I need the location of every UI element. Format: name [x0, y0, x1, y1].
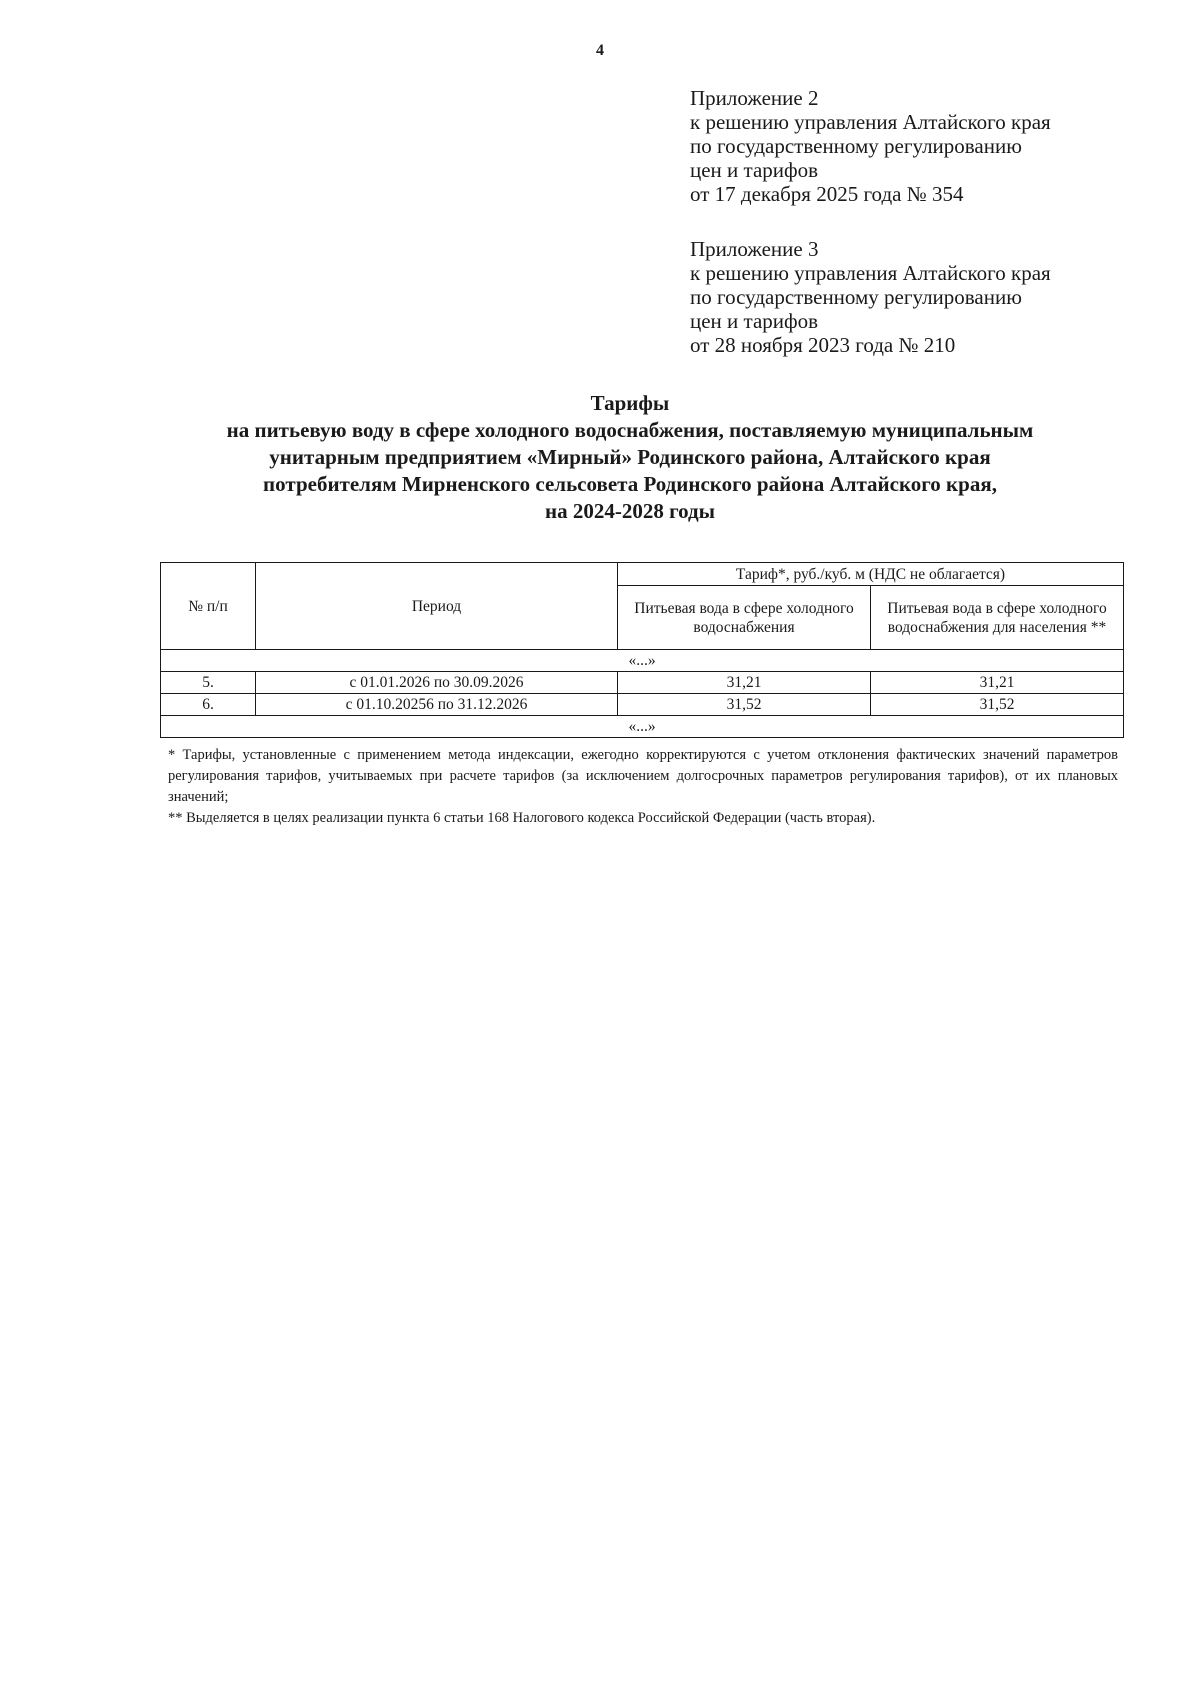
cell-water: 31,52 — [618, 694, 871, 716]
cell-period: с 01.01.2026 по 30.09.2026 — [256, 672, 618, 694]
appendix-2-line: Приложение 2 — [690, 86, 819, 110]
footnote-2: ** Выделяется в целях реализации пункта 6 статьи 168 Налогового кодекса Российской Федерации (часть вторая). — [168, 810, 876, 826]
appendix-3-line: к решению управления Алтайского края — [690, 261, 1051, 285]
cell-water-population: 31,21 — [871, 672, 1124, 694]
appendix-3-line: Приложение 3 — [690, 237, 819, 261]
appendix-2-line: от 17 декабря 2025 года № 354 — [690, 182, 964, 206]
document-title — [150, 390, 1110, 525]
table-ellipsis: «...» — [161, 650, 1124, 672]
header-water: Питьевая вода в сфере холодного водоснабжения — [618, 586, 871, 650]
title-line: на 2024-2028 годы — [544, 499, 716, 523]
cell-period: с 01.10.20256 по 31.12.2026 — [256, 694, 618, 716]
cell-number: 6. — [161, 694, 256, 716]
appendix-3-block — [690, 237, 1170, 357]
table-ellipsis: «...» — [161, 716, 1124, 738]
cell-water: 31,21 — [618, 672, 871, 694]
title-line: унитарным предприятием «Мирный» Родинского района, Алтайского края — [269, 445, 991, 469]
tariff-table — [160, 562, 1124, 738]
table-row — [161, 672, 1124, 694]
appendix-2-line: по государственному регулированию — [690, 134, 1022, 158]
appendix-3-line: цен и тарифов — [690, 309, 819, 333]
header-period: Период — [256, 563, 618, 650]
appendix-2-line: цен и тарифов — [690, 158, 819, 182]
header-number: № п/п — [161, 563, 256, 650]
header-water-population: Питьевая вода в сфере холодного водоснабжения для населения ** — [871, 586, 1124, 650]
header-tariff-group: Тариф*, руб./куб. м (НДС не облагается) — [618, 563, 1124, 586]
title-line: на питьевую воду в сфере холодного водоснабжения, поставляемую муниципальным — [226, 418, 1034, 442]
appendix-2-block — [690, 86, 1170, 206]
footnotes — [168, 745, 1118, 829]
title-line: потребителям Мирненского сельсовета Родинского района Алтайского края, — [263, 472, 997, 496]
appendix-2-line: к решению управления Алтайского края — [690, 110, 1051, 134]
table-row — [161, 694, 1124, 716]
cell-number: 5. — [161, 672, 256, 694]
appendix-3-line: от 28 ноября 2023 года № 210 — [690, 333, 956, 357]
title-heading: Тарифы — [590, 391, 670, 415]
appendix-3-line: по государственному регулированию — [690, 285, 1022, 309]
cell-water-population: 31,52 — [871, 694, 1124, 716]
footnote-1: * Тарифы, установленные с применением метода индексации, ежегодно корректируются с учетом отклонения фактических значений параметров регулирования тарифов, учитываемых при расчете тарифов (за исключением долгосрочных параметров регулирования тарифов), от их плановых значений; — [168, 747, 1118, 805]
page-number: 4 — [596, 42, 604, 59]
